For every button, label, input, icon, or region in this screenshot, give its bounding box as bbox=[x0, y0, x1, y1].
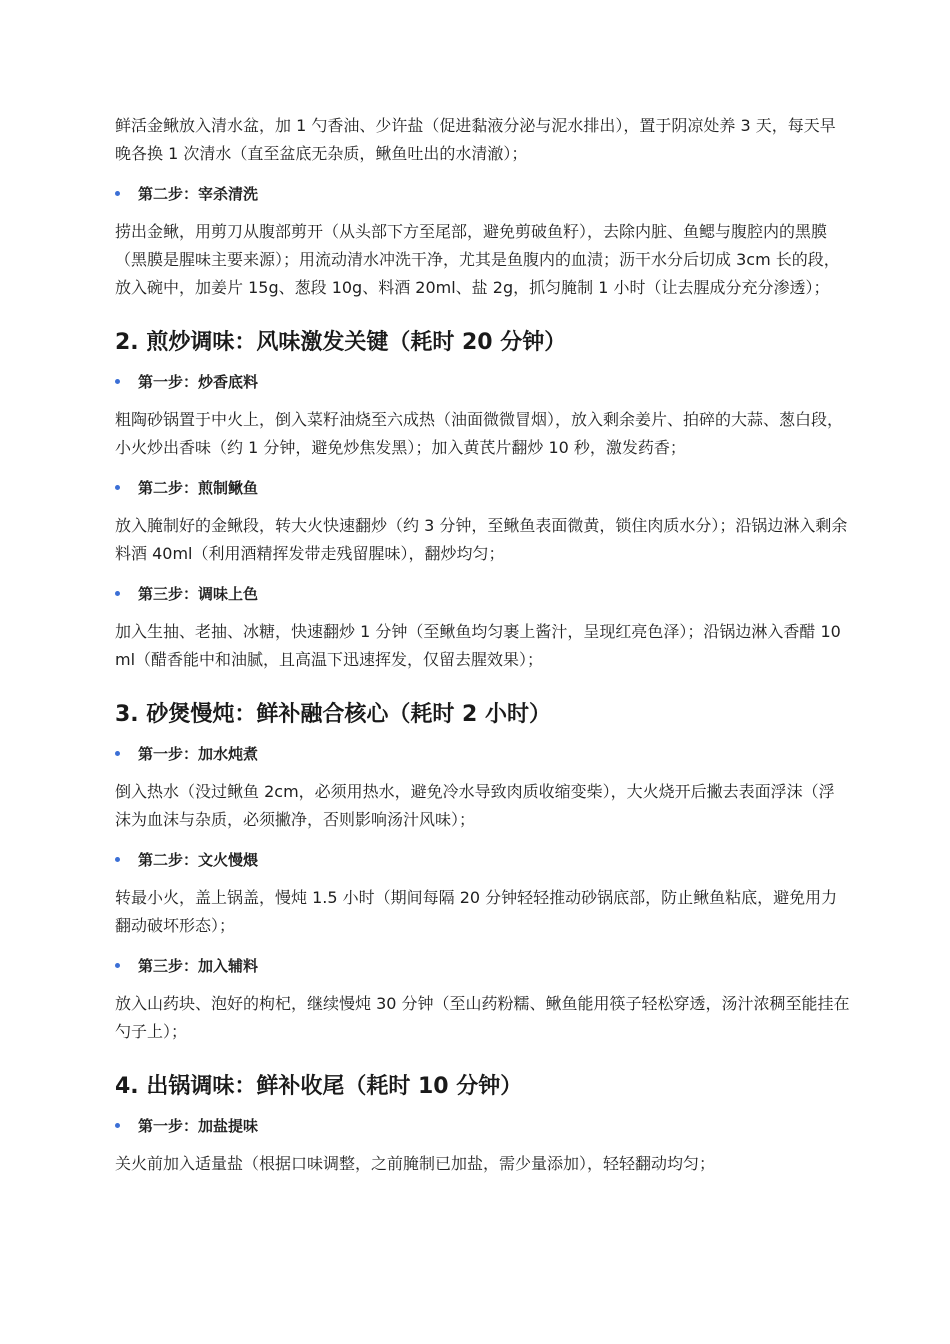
step-bullet bbox=[115, 742, 850, 766]
step-bullet bbox=[115, 582, 850, 606]
paragraph: 鲜活金鳅放入清水盆，加 1 勺香油、少许盐（促进黏液分泌与泥水排出），置于阴凉处养 3 天，每天早晚各换 1 次清水（直至盆底无杂质，鳅鱼吐出的水清澈）； bbox=[115, 116, 836, 163]
step-label: 第一步：加盐提味 bbox=[138, 1117, 259, 1135]
step-bullet bbox=[115, 954, 850, 978]
paragraph: 放入山药块、泡好的枸杞，继续慢炖 30 分钟（至山药粉糯、鳅鱼能用筷子轻松穿透，汤汁浓稠至能挂在勺子上）； bbox=[115, 994, 850, 1041]
step-label: 第三步：加入辅料 bbox=[138, 957, 259, 975]
bullet-dot-icon bbox=[115, 751, 120, 756]
paragraph: 转最小火，盖上锅盖，慢炖 1.5 小时（期间每隔 20 分钟轻轻推动砂锅底部，防止鳅鱼粘底，避免用力翻动破坏形态）； bbox=[115, 888, 838, 935]
step-label: 第一步：加水炖煮 bbox=[138, 745, 259, 763]
paragraph: 粗陶砂锅置于中火上，倒入菜籽油烧至六成热（油面微微冒烟），放入剩余姜片、拍碎的大蒜、葱白段，小火炒出香味（约 1 分钟，避免炒焦发黑）；加入黄芪片翻炒 10 秒，激发药香； bbox=[115, 410, 844, 457]
bullet-dot-icon bbox=[115, 857, 120, 862]
bullet-dot-icon bbox=[115, 485, 120, 490]
step-label: 第二步：宰杀清洗 bbox=[138, 185, 259, 203]
paragraph: 关火前加入适量盐（根据口味调整，之前腌制已加盐，需少量添加），轻轻翻动均匀； bbox=[115, 1154, 716, 1173]
bullet-dot-icon bbox=[115, 591, 120, 596]
bullet-dot-icon bbox=[115, 1123, 120, 1128]
section-heading: 4. 出锅调味：鲜补收尾（耗时 10 分钟） bbox=[115, 1074, 523, 1099]
paragraph: 加入生抽、老抽、冰糖，快速翻炒 1 分钟（至鳅鱼均匀裹上酱汁，呈现红亮色泽）；沿锅边淋入香醋 10ml（醋香能中和油腻，且高温下迅速挥发，仅留去腥效果）； bbox=[115, 622, 841, 669]
paragraph: 倒入热水（没过鳅鱼 2cm，必须用热水，避免冷水导致肉质收缩变柴），大火烧开后撇去表面浮沫（浮沫为血沫与杂质，必须撇净，否则影响汤汁风味）； bbox=[115, 782, 835, 829]
paragraph: 捞出金鳅，用剪刀从腹部剪开（从头部下方至尾部，避免剪破鱼籽），去除内脏、鱼鳃与腹腔内的黑膜（黑膜是腥味主要来源）；用流动清水冲洗干净，尤其是鱼腹内的血渍；沥干水分后切成 3cm 长的段，放入碗中，加姜片 15g、葱段 10g、料酒 20ml、盐 2g，抓匀腌制 1 小时（让去腥成分充分渗透）； bbox=[115, 222, 840, 297]
step-label: 第三步：调味上色 bbox=[138, 585, 259, 603]
bullet-dot-icon bbox=[115, 379, 120, 384]
step-bullet bbox=[115, 848, 850, 872]
document-body bbox=[115, 112, 850, 1178]
section-heading: 3. 砂煲慢炖：鲜补融合核心（耗时 2 小时） bbox=[115, 702, 551, 727]
step-bullet bbox=[115, 182, 850, 206]
step-label: 第二步：文火慢煨 bbox=[138, 851, 259, 869]
step-label: 第一步：炒香底料 bbox=[138, 373, 259, 391]
step-bullet bbox=[115, 476, 850, 500]
step-bullet bbox=[115, 370, 850, 394]
step-label: 第二步：煎制鳅鱼 bbox=[138, 479, 259, 497]
bullet-dot-icon bbox=[115, 191, 120, 196]
step-bullet bbox=[115, 1114, 850, 1138]
bullet-dot-icon bbox=[115, 963, 120, 968]
paragraph: 放入腌制好的金鳅段，转大火快速翻炒（约 3 分钟，至鳅鱼表面微黄，锁住肉质水分）；沿锅边淋入剩余料酒 40ml（利用酒精挥发带走残留腥味），翻炒均匀； bbox=[115, 516, 848, 563]
section-heading: 2. 煎炒调味：风味激发关键（耗时 20 分钟） bbox=[115, 330, 567, 355]
